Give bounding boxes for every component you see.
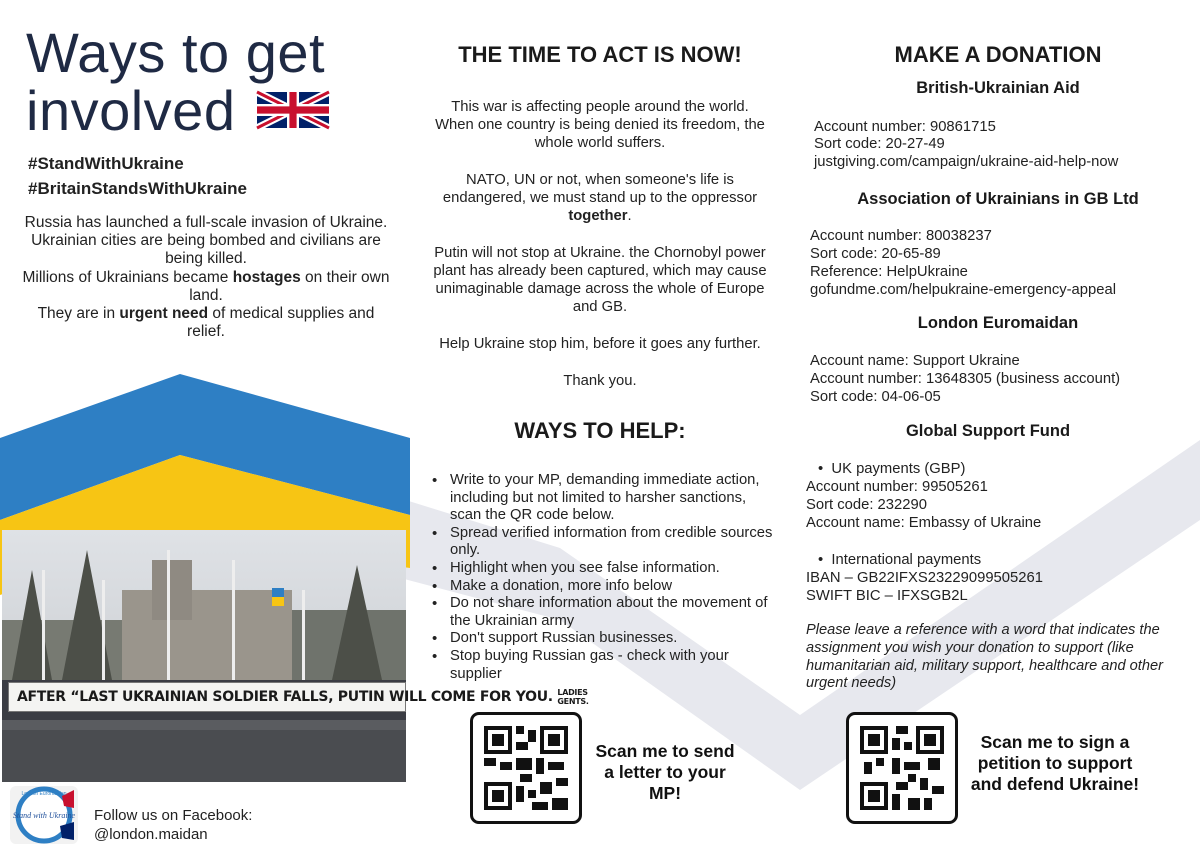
- facebook-follow: [94, 806, 252, 844]
- account-number: Account number: 13648305 (business account): [810, 371, 1121, 387]
- title-line-1: Ways to get: [26, 21, 326, 84]
- protest-banner: AFTER “LAST UKRAINIAN SOLDIER FALLS, PUTIN WILL COME FOR YOU. LADIES GENTS.: [8, 682, 406, 712]
- uk-flag-icon: [256, 92, 330, 128]
- list-item: • Highlight when you see false information.: [428, 560, 776, 578]
- list-item: • Stop buying Russian gas - check with your supplier: [428, 648, 776, 683]
- account-number: Account number: 80038237: [810, 228, 992, 244]
- account-name: Account name: Embassy of Ukraine: [806, 515, 1042, 531]
- sort-code: Sort code: 232290: [806, 497, 927, 513]
- intro-line: Ukrainian cities are being bombed and civilians are being killed.: [31, 232, 381, 268]
- time-to-act-heading: THE TIME TO ACT IS NOW!: [458, 42, 742, 67]
- qr-code-icon: [484, 726, 568, 810]
- reference: Reference: HelpUkraine: [810, 264, 968, 280]
- hashtag-stand-with-ukraine: #StandWithUkraine: [28, 154, 184, 173]
- protest-scene-illustration: [2, 530, 406, 782]
- account-number: Account number: 90861715: [814, 119, 996, 135]
- follow-label: Follow us on Facebook:: [94, 807, 253, 824]
- uk-payments-bullet: • UK payments (GBP): [818, 461, 966, 477]
- hashtag-britain-stands: #BritainStandsWithUkraine: [28, 179, 247, 198]
- sort-code: Sort code: 20-65-89: [810, 246, 941, 262]
- org-name-global-support-fund: Global Support Fund: [905, 422, 1071, 440]
- intro-paragraph: [18, 214, 394, 341]
- ways-to-help-list: [428, 472, 776, 683]
- putin-paragraph: Putin will not stop at Ukraine. the Chornobyl power plant has already been captured, which may cause unimaginable damage across the whole of Europe and GB.: [433, 245, 767, 315]
- qr-caption-petition: Scan me to sign a petition to support and defend Ukraine!: [970, 732, 1140, 794]
- qr-code-petition[interactable]: [846, 712, 958, 824]
- org-name-london-euromaidan: London Euromaidan: [917, 314, 1079, 332]
- qr-code-icon: [860, 726, 944, 810]
- help-stop-paragraph: Help Ukraine stop him, before it goes any further.: [439, 336, 761, 352]
- facebook-handle-link[interactable]: @london.maidan: [94, 826, 208, 843]
- iban: IBAN – GB22IFXS23229099505261: [806, 570, 1043, 586]
- war-affecting-paragraph: This war is affecting people around the world. When one country is being denied its freedom, the whole world suffers.: [435, 99, 765, 151]
- account-number: Account number: 99505261: [806, 479, 988, 495]
- account-name: Account name: Support Ukraine: [810, 353, 1020, 369]
- reference-note: Please leave a reference with a word that indicates the assignment you wish your donation to support (like humanitarian aid, military support, healthcare and other urgent needs): [806, 622, 1163, 692]
- sort-code: Sort code: 20-27-49: [814, 136, 945, 152]
- make-donation-heading: MAKE A DONATION: [894, 42, 1102, 67]
- donation-link[interactable]: gofundme.com/helpukraine-emergency-appeal: [810, 282, 1116, 298]
- list-item: • Do not share information about the movement of the Ukrainian army: [428, 595, 776, 630]
- international-payments-bullet: • International payments: [818, 552, 982, 568]
- intro-line: Millions of Ukrainians became hostages on their own land.: [22, 268, 390, 304]
- intro-line: They are in urgent need of medical supplies and relief.: [37, 305, 375, 341]
- logo-center-text: Stand with Ukraine: [12, 811, 76, 820]
- stand-with-ukraine-logo: [10, 786, 78, 844]
- intro-line: Russia has launched a full-scale invasion of Ukraine.: [24, 214, 388, 231]
- list-item: • Spread verified information from credible sources only.: [428, 525, 776, 560]
- org-name-association-ukrainians: Association of Ukrainians in GB Ltd: [857, 190, 1139, 208]
- org-name-british-ukrainian-aid: British-Ukrainian Aid: [916, 79, 1080, 97]
- thank-you-text: Thank you.: [563, 373, 637, 389]
- nato-paragraph: NATO, UN or not, when someone's life is endangered, we must stand up to the oppressor together.: [442, 172, 758, 224]
- title-line-2: involved: [26, 79, 236, 142]
- qr-code-letter-to-mp[interactable]: [470, 712, 582, 824]
- swift-bic: SWIFT BIC – IFXSGB2L: [806, 588, 968, 604]
- donation-link[interactable]: justgiving.com/campaign/ukraine-aid-help-now: [814, 154, 1119, 170]
- list-item: • Don't support Russian businesses.: [428, 630, 776, 648]
- list-item: • Make a donation, more info below: [428, 578, 776, 596]
- qr-caption-letter: Scan me to send a letter to your MP!: [595, 741, 735, 803]
- ways-to-help-heading: WAYS TO HELP:: [514, 418, 686, 443]
- list-item: • Write to your MP, demanding immediate action, including but not limited to harsher sanctions, scan the QR code below.: [428, 472, 776, 525]
- sort-code: Sort code: 04-06-05: [810, 389, 941, 405]
- logo-ring-text: London Euromaidan: [21, 791, 67, 797]
